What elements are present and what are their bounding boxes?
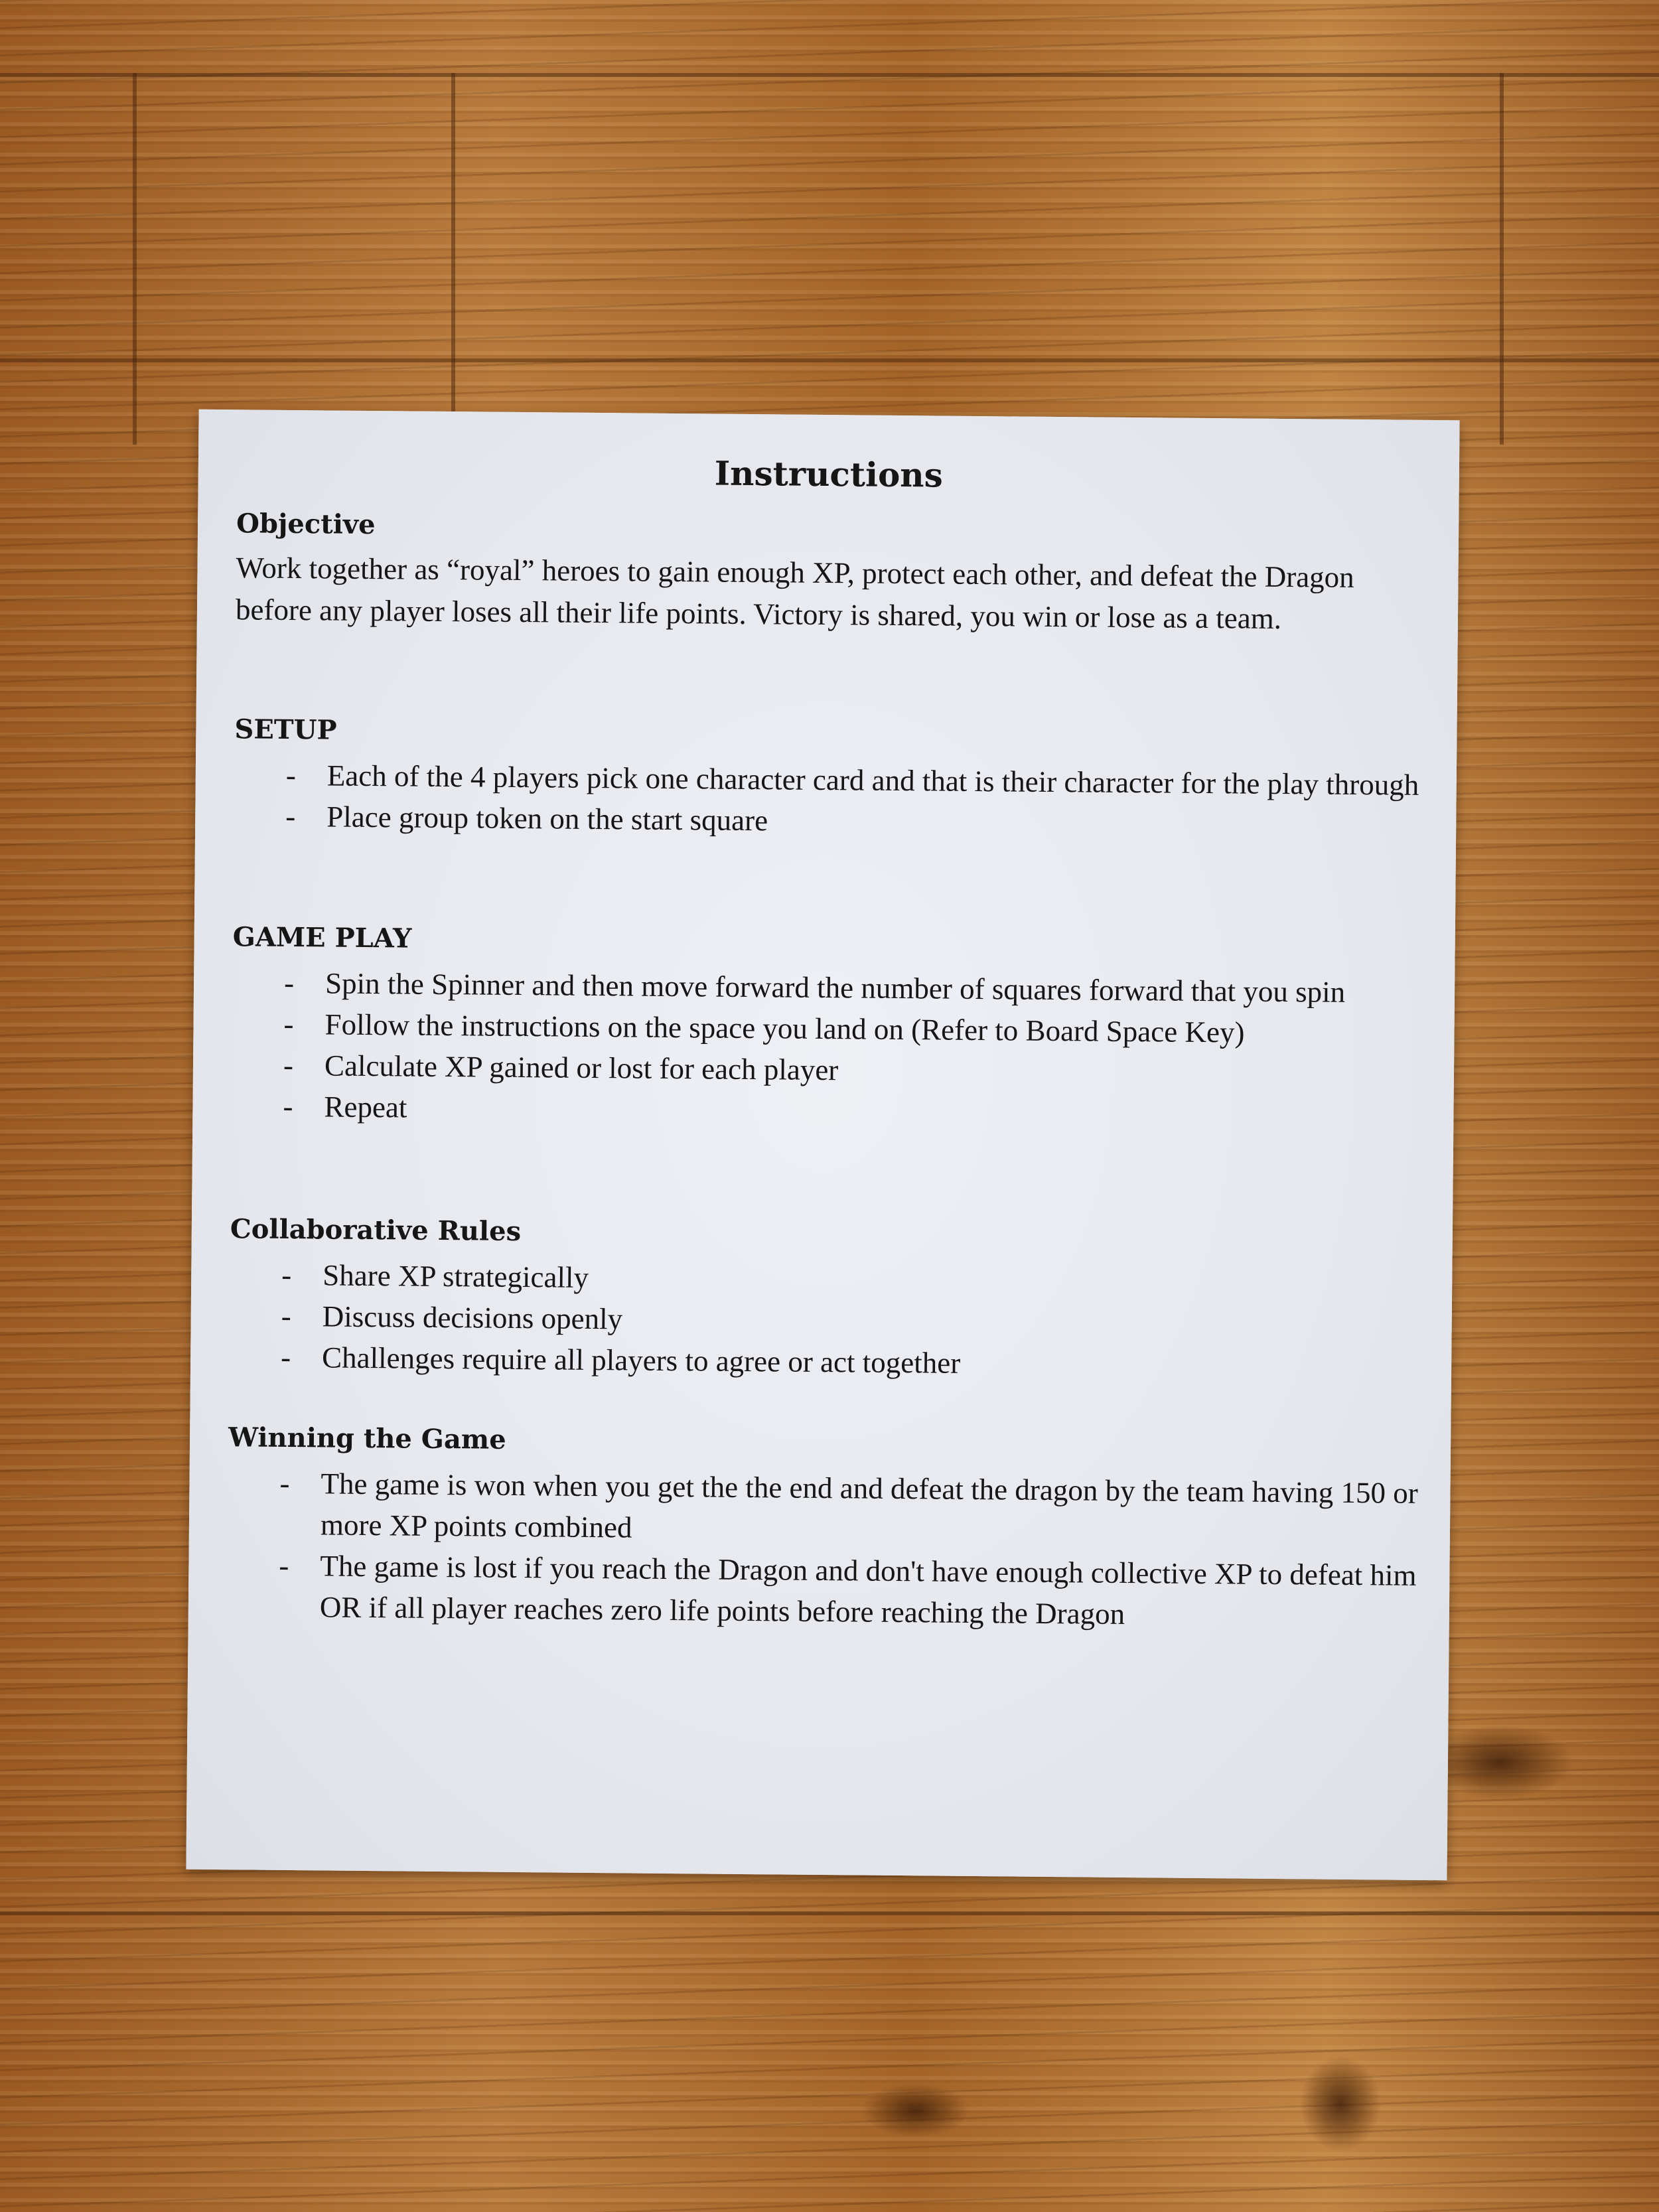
- plank-seam: [0, 73, 1659, 77]
- winning-heading: Winning the Game: [228, 1422, 506, 1455]
- list-item-text: Spin the Spinner and then move forward the number of squares forward that you spin: [325, 966, 1346, 1009]
- winning-list: [227, 1462, 1423, 1637]
- bullet-dash: -: [279, 1466, 290, 1501]
- list-item: [228, 1462, 1423, 1555]
- bullet-dash: -: [279, 1548, 289, 1583]
- bullet-dash: -: [283, 1048, 294, 1082]
- setup-section: [234, 711, 1429, 847]
- list-item-text: Calculate XP gained or lost for each player: [324, 1049, 839, 1087]
- plank-seam: [1500, 73, 1504, 445]
- collaborative-rules-list: [229, 1254, 1425, 1388]
- bullet-dash: -: [285, 799, 296, 834]
- wood-knot: [1301, 2057, 1380, 2150]
- document-title: Instructions: [714, 453, 944, 495]
- bullet-dash: -: [281, 1258, 292, 1292]
- collaborative-rules-section: [229, 1211, 1425, 1388]
- winning-section: [227, 1420, 1423, 1637]
- plank-seam: [451, 73, 455, 445]
- setup-list: [234, 754, 1429, 847]
- plank-seam: [133, 73, 137, 445]
- bullet-dash: -: [280, 1340, 291, 1374]
- list-item: [227, 1544, 1422, 1637]
- wood-knot: [863, 2084, 969, 2137]
- wood-knot: [1427, 1726, 1573, 1799]
- list-item-text: The game is lost if you reach the Dragon and don't have enough collective XP to defeat him OR if all player reaches zero life points before reaching the Dragon: [319, 1549, 1417, 1631]
- objective-section: [236, 506, 1431, 641]
- list-item-text: Place group token on the start square: [326, 800, 768, 838]
- list-item-text: Follow the instructions on the space you land on (Refer to Board Space Key): [325, 1007, 1245, 1049]
- list-item-text: Each of the 4 players pick one character card and that is their character for the play through: [326, 759, 1419, 802]
- bullet-dash: -: [283, 966, 295, 1000]
- plank-seam: [0, 358, 1659, 362]
- objective-heading: Objective: [236, 508, 376, 541]
- game-play-list: [231, 962, 1427, 1137]
- setup-heading: SETUP: [234, 713, 337, 746]
- collaborative-rules-heading: Collaborative Rules: [230, 1213, 522, 1248]
- list-item-text: Share XP strategically: [323, 1258, 589, 1294]
- list-item-text: Discuss decisions openly: [322, 1299, 623, 1336]
- list-item-text: The game is won when you get the the end and defeat the dragon by the team having 150 or more XP points combined: [320, 1467, 1418, 1544]
- objective-text: Work together as “royal” heroes to gain enough XP, protect each other, and defeat the Dragon before any player loses all their life points. Victory is shared, you win or lose as a team.: [235, 551, 1354, 635]
- bullet-dash: -: [283, 1089, 293, 1124]
- plank-seam: [0, 1911, 1659, 1915]
- bullet-dash: -: [281, 1299, 291, 1333]
- bullet-dash: -: [283, 1007, 294, 1041]
- instruction-sheet: [186, 409, 1459, 1880]
- game-play-section: [231, 919, 1427, 1137]
- bullet-dash: -: [285, 758, 297, 792]
- list-item-text: Repeat: [324, 1090, 407, 1124]
- list-item-text: Challenges require all players to agree or act together: [321, 1341, 961, 1380]
- game-play-heading: GAME PLAY: [232, 921, 412, 954]
